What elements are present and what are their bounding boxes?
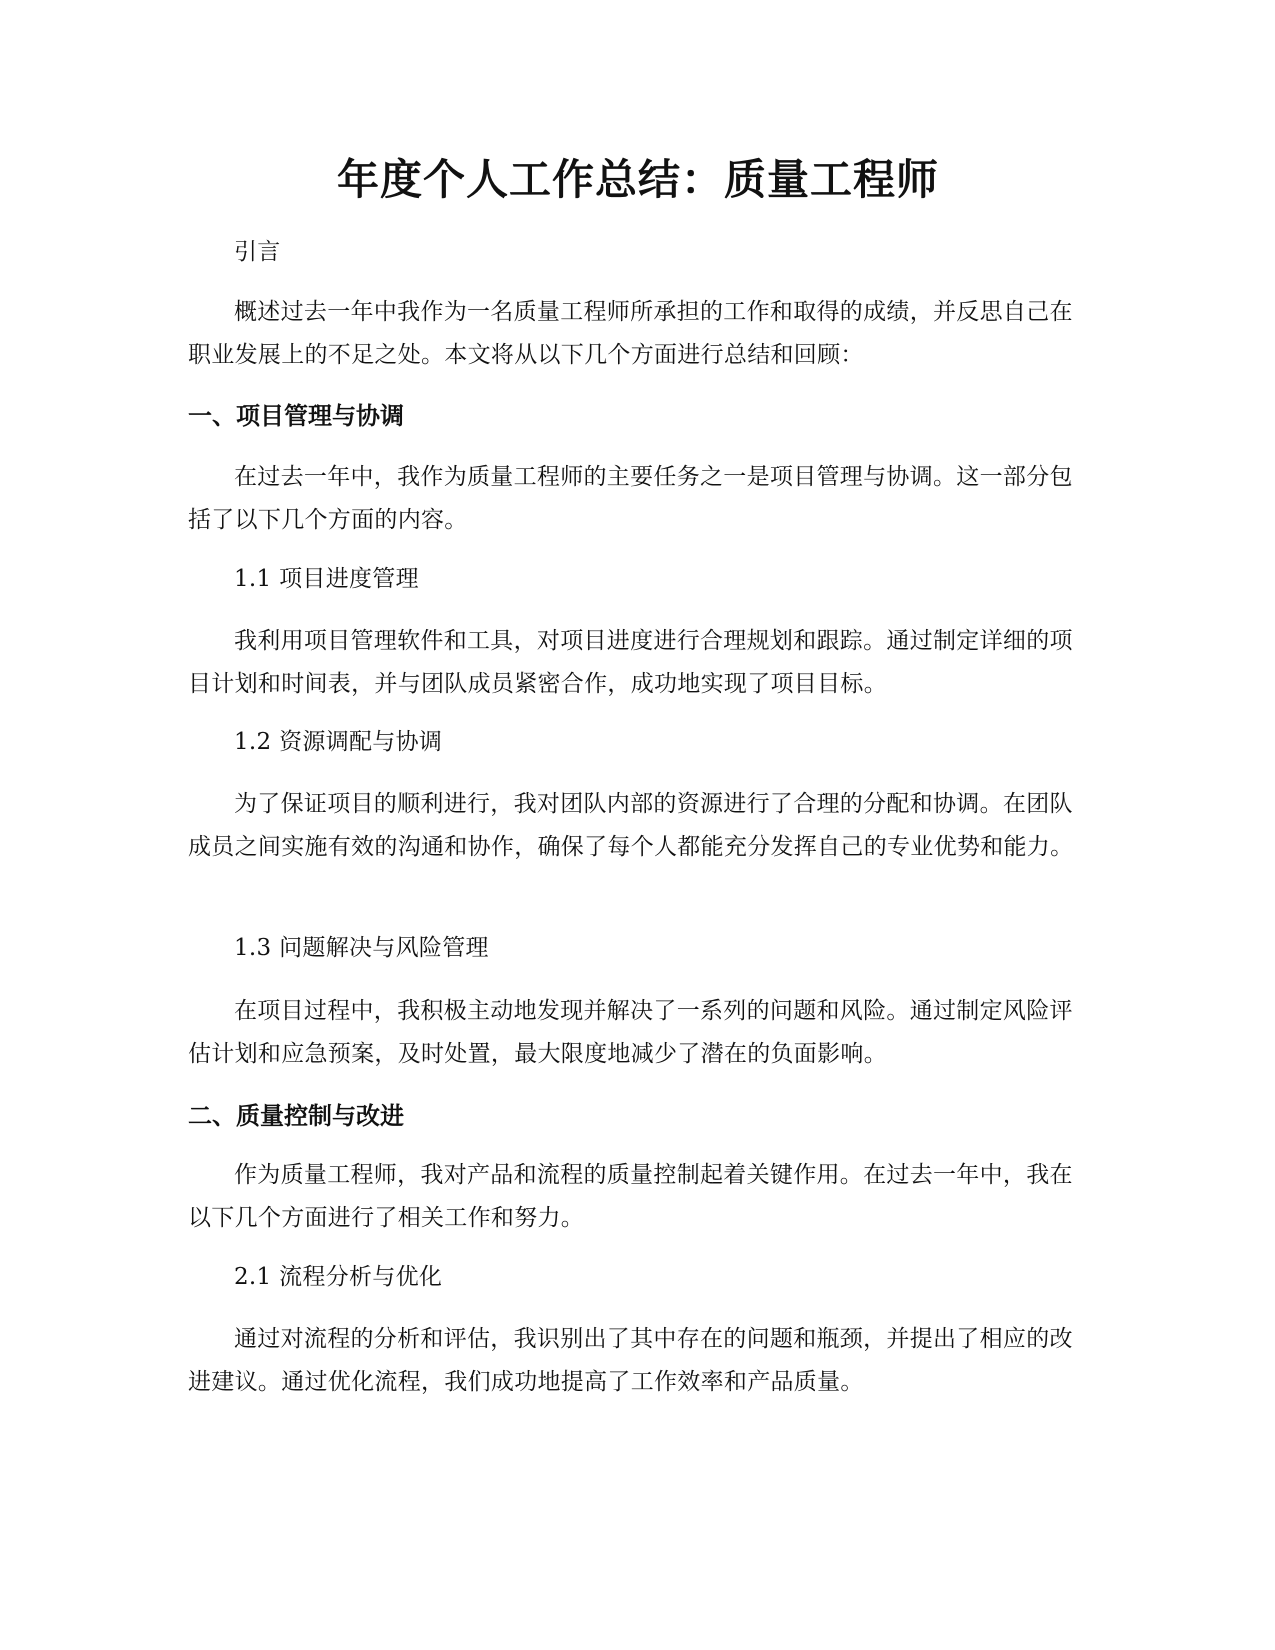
section-2-intro: 作为质量工程师，我对产品和流程的质量控制起着关键作用。在过去一年中，我在以下几个方面进行了相关工作和努力。 bbox=[188, 1162, 1073, 1231]
document-title: 年度个人工作总结：质量工程师 bbox=[336, 155, 939, 204]
subsection-1-2-text: 为了保证项目的顺利进行，我对团队内部的资源进行了合理的分配和协调。在团队成员之间实施有效的沟通和协作，确保了每个人都能充分发挥自己的专业优势和能力。 bbox=[188, 791, 1074, 860]
section-1-intro: 在过去一年中，我作为质量工程师的主要任务之一是项目管理与协调。这一部分包括了以下几个方面的内容。 bbox=[188, 464, 1073, 533]
section-2-heading: 二、质量控制与改进 bbox=[188, 1102, 404, 1130]
section-1-heading: 一、项目管理与协调 bbox=[188, 402, 404, 430]
subsection-1-1-heading: 1.1 项目进度管理 bbox=[234, 566, 419, 592]
intro-paragraph: 概述过去一年中我作为一名质量工程师所承担的工作和取得的成绩，并反思自己在职业发展上的不足之处。本文将从以下几个方面进行总结和回顾： bbox=[188, 299, 1073, 368]
subsection-1-3-heading: 1.3 问题解决与风险管理 bbox=[234, 935, 489, 961]
subsection-2-1-heading: 2.1 流程分析与优化 bbox=[234, 1264, 443, 1290]
subsection-1-1-text: 我利用项目管理软件和工具，对项目进度进行合理规划和跟踪。通过制定详细的项目计划和时间表，并与团队成员紧密合作，成功地实现了项目目标。 bbox=[188, 628, 1073, 697]
subsection-2-1-text: 通过对流程的分析和评估，我识别出了其中存在的问题和瓶颈，并提出了相应的改进建议。通过优化流程，我们成功地提高了工作效率和产品质量。 bbox=[188, 1326, 1073, 1395]
intro-heading: 引言 bbox=[234, 239, 281, 265]
subsection-1-2-heading: 1.2 资源调配与协调 bbox=[234, 729, 443, 755]
subsection-1-3-text: 在项目过程中，我积极主动地发现并解决了一系列的问题和风险。通过制定风险评估计划和应急预案，及时处置，最大限度地减少了潜在的负面影响。 bbox=[188, 998, 1073, 1067]
